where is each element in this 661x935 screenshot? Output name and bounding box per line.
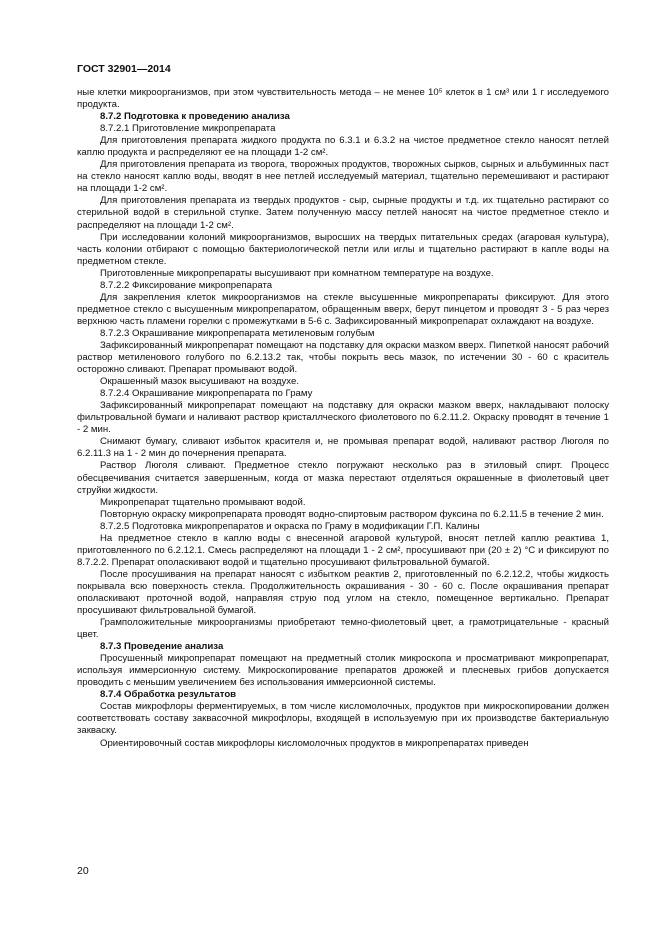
paragraph: После просушивания на препарат наносят с избытком реактив 2, приготовленный по 6.2.12.2, чтобы жидкость покрывала всю поверхность стекла. Продолжительность окрашивания - 30 - 60 с. После окрашивания препарат ополаскивают проточной водой, направляя струю под углом на стекло, помещенное вертикально. Препарат просушивают фильтровальной бумагой. bbox=[77, 568, 609, 617]
paragraph: 8.7.2.1 Приготовление микропрепарата bbox=[100, 123, 276, 135]
paragraph: 8.7.2.4 Окрашивание микропрепарата по Граму bbox=[100, 388, 313, 400]
paragraph: Грамположительные микроорганизмы приобретают темно-фиолетовый цвет, а грамотрицательные - красный цвет. bbox=[77, 617, 609, 641]
paragraph: Снимают бумагу, сливают избыток красителя и, не промывая препарат водой, наливают раствор Люголя по 6.2.11.3 на 1 - 2 мин до почернения препарата. bbox=[77, 436, 609, 460]
paragraph: Ориентировочный состав микрофлоры кисломолочных продуктов в микропрепаратах приведен bbox=[100, 737, 529, 749]
paragraph: Приготовленные микропрепараты высушивают при комнатном температуре на воздухе. bbox=[100, 267, 494, 279]
section-heading: 8.7.3 Проведение анализа bbox=[100, 641, 224, 653]
document-body bbox=[77, 87, 609, 750]
paragraph: Для приготовления препарата жидкого продукта по 6.3.1 и 6.3.2 на чистое предметное стекло наносят петлей каплю продукта и распределяют ее на площади 1-2 см². bbox=[77, 135, 609, 159]
paragraph: ные клетки микроорганизмов, при этом чувствительность метода – не менее 10⁵ клеток в 1 см³ или 1 г исследуемого продукта. bbox=[77, 87, 609, 111]
paragraph: Окрашенный мазок высушивают на воздухе. bbox=[100, 376, 299, 388]
paragraph: Зафиксированный микропрепарат помещают на подставку для окраски мазком вверх. Пипеткой наносят рабочий раствор метиленового голубого по 6.2.13.2 так, чтобы покрыть весь мазок, по истечении 30 - 60 с краситель осторожно сливают. Препарат промывают водой. bbox=[77, 339, 609, 376]
page-number: 20 bbox=[77, 865, 89, 877]
paragraph: Для приготовления препарата из творога, творожных продуктов, творожных сырков, сырных и альбуминных паст на стекло наносят каплю воды, вводят в нее петлей исследуемый материал, тщательно перемешивают и растирают на площади 1-2 см². bbox=[77, 159, 609, 195]
paragraph: Повторную окраску микропрепарата проводят водно-спиртовым раствором фуксина по 6.2.11.5 в течение 2 мин. bbox=[100, 508, 604, 520]
section-heading: 8.7.4 Обработка результатов bbox=[100, 689, 237, 701]
paragraph: Микропрепарат тщательно промывают водой. bbox=[100, 496, 306, 508]
paragraph: Просушенный микропрепарат помещают на предметный столик микроскопа и просматривают микропрепарат, используя иммерсионную систему. Микроскопирование препаратов дрожжей и плесневых грибов допускается проводить с меньшим увеличением без использования иммерсионной системы. bbox=[77, 653, 609, 689]
paragraph: Зафиксированный микропрепарат помещают на подставку для окраски мазком вверх, накладывают полоску фильтровальной бумаги и наливают раствор кристаллческого фиолетового по 6.2.11.2. Окраску проводят в течение 1 - 2 мин. bbox=[77, 400, 609, 436]
paragraph: 8.7.2.3 Окрашивание микропрепарата метиленовым голубым bbox=[100, 327, 375, 339]
standard-header: ГОСТ 32901—2014 bbox=[77, 63, 171, 75]
paragraph: При исследовании колоний микроорганизмов, выросших на твердых питательных средах (агаровая культура), часть колонии отбирают с помощью бактериологической петли или иглы и тщательно растирают в капле воды на предметном стекле. bbox=[77, 231, 609, 267]
paragraph: На предметное стекло в каплю воды с внесенной агаровой культурой, вносят петлей каплю реактива 1, приготовленного по 6.2.12.1. Смесь распределяют на площади 1 - 2 см², просушивают при (20 ± 2) °C и фиксируют по 8.7.2.2. Препарат ополаскивают водой и тщательно просушивают фильтровальной бумагой. bbox=[77, 532, 609, 568]
paragraph: Для закрепления клеток микроорганизмов на стекле высушенные микропрепараты фиксируют. Для этого предметное стекло с высушенным микропрепаратом, обращенным вверх, берут пинцетом и проводят 3 - 5 раз через верхнюю часть пламени горелки с промежутками в 5-6 с. Зафиксированный микропрепарат охлаждают на воздухе. bbox=[77, 291, 609, 327]
section-heading: 8.7.2 Подготовка к проведению анализа bbox=[100, 111, 290, 123]
paragraph: 8.7.2.2 Фиксирование микропрепарата bbox=[100, 279, 273, 291]
paragraph: Для приготовления препарата из твердых продуктов - сыр, сырные продукты и т.д. их тщательно растирают со стерильной водой в стерильной ступке. Затем полученную массу петлей наносят на чистое предметное стекло и распределяют на площади 1-2 см². bbox=[77, 195, 609, 231]
paragraph: Раствор Люголя сливают. Предметное стекло погружают несколько раз в этиловый спирт. Процесс обесцвечивания считается завершенным, когда от мазка перестают отделяться окрашенные в фиолетовый цвет струйки жидкости. bbox=[77, 460, 609, 496]
paragraph: Состав микрофлоры ферментируемых, в том числе кисломолочных, продуктов при микроскопировании должен соответствовать составу заквасочной микрофлоры, входящей в используемую при их производстве бактериальную закваску. bbox=[77, 701, 609, 737]
paragraph: 8.7.2.5 Подготовка микропрепаратов и окраска по Граму в модификации Г.П. Калины bbox=[100, 520, 480, 532]
